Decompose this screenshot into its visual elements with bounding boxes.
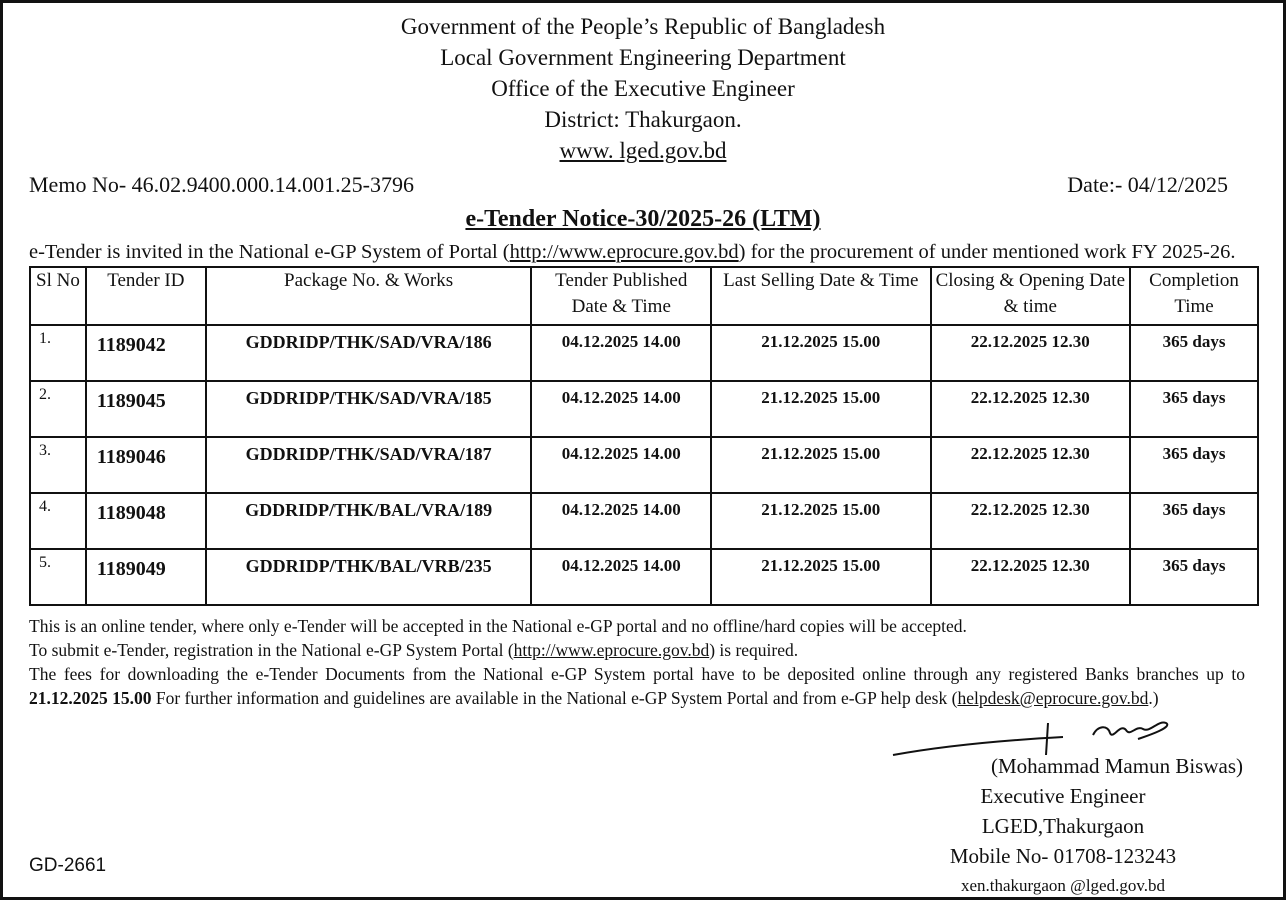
cell-last-selling: 21.12.2025 15.00: [711, 437, 930, 493]
cell-tender-id: 1189045: [86, 381, 206, 437]
intro-text-end: ) for the procurement of under mentioned work FY 2025-26.: [738, 241, 1236, 263]
helpdesk-email-link[interactable]: helpdesk@eprocure.gov.bd: [957, 688, 1149, 708]
registration-portal-link[interactable]: http://www.eprocure.gov.bd: [513, 640, 710, 660]
cell-package: GDDRIDP/THK/SAD/VRA/186: [206, 325, 532, 381]
cell-tender-id: 1189042: [86, 325, 206, 381]
signatory-title: Executive Engineer: [980, 784, 1146, 808]
note-fees-text: The fees for downloading the e-Tender Documents from the National e-GP System portal have to be deposited online through any registered Banks branches up to: [29, 664, 1245, 684]
cell-completion: 365 days: [1130, 325, 1258, 381]
cell-sl: 2.: [30, 381, 86, 437]
office-name: Office of the Executive Engineer: [491, 76, 795, 101]
signatory-name: (Mohammad Mamun Biswas): [991, 754, 1243, 778]
cell-sl: 4.: [30, 493, 86, 549]
note-fees-end: .): [1148, 688, 1159, 708]
cell-sl: 3.: [30, 437, 86, 493]
cell-closing: 22.12.2025 12.30: [931, 549, 1131, 605]
cell-completion: 365 days: [1130, 549, 1258, 605]
notes-section: [29, 614, 1245, 710]
signatory-mobile: Mobile No- 01708-123243: [949, 844, 1177, 868]
note-fees-more: For further information and guidelines are available in the National e-GP System Portal and from e-GP help desk (: [151, 688, 958, 708]
header-closing: Closing & Opening Date & time: [931, 267, 1131, 325]
signature-block: [863, 715, 1263, 900]
cell-completion: 365 days: [1130, 493, 1258, 549]
note-fees: [29, 662, 1245, 710]
cell-closing: 22.12.2025 12.30: [931, 493, 1131, 549]
header-package: Package No. & Works: [206, 267, 532, 325]
header-sl: Sl No: [30, 267, 86, 325]
memo-row: [3, 170, 1283, 200]
district-name: District: Thakurgaon.: [544, 107, 742, 132]
cell-completion: 365 days: [1130, 381, 1258, 437]
eprocure-link[interactable]: http://www.eprocure.gov.bd: [509, 241, 739, 263]
fees-deadline: 21.12.2025 15.00: [29, 688, 152, 708]
memo-date: Date:- 04/12/2025: [1067, 172, 1228, 197]
cell-last-selling: 21.12.2025 15.00: [711, 325, 930, 381]
cell-package: GDDRIDP/THK/BAL/VRB/235: [206, 549, 532, 605]
table-row: [30, 549, 1258, 605]
note-registration-end: ) is required.: [709, 640, 799, 660]
cell-closing: 22.12.2025 12.30: [931, 325, 1131, 381]
cell-tender-id: 1189046: [86, 437, 206, 493]
header-published: Tender Published Date & Time: [531, 267, 711, 325]
note-online-only: This is an online tender, where only e-Tender will be accepted in the National e-GP portal and no offline/hard copies will be accepted.: [29, 616, 967, 636]
cell-published: 04.12.2025 14.00: [531, 437, 711, 493]
cell-published: 04.12.2025 14.00: [531, 549, 711, 605]
note-registration-text: To submit e-Tender, registration in the National e-GP System Portal (: [29, 640, 514, 660]
department-name: Local Government Engineering Department: [440, 45, 846, 70]
cell-package: GDDRIDP/THK/SAD/VRA/187: [206, 437, 532, 493]
note-registration: [29, 638, 1245, 662]
signatory-email: xen.thakurgaon @lged.gov.bd: [960, 876, 1166, 895]
table-row: [30, 325, 1258, 381]
cell-published: 04.12.2025 14.00: [531, 325, 711, 381]
table-row: [30, 437, 1258, 493]
cell-tender-id: 1189048: [86, 493, 206, 549]
memo-number: Memo No- 46.02.9400.000.14.001.25-3796: [29, 172, 414, 197]
cell-published: 04.12.2025 14.00: [531, 493, 711, 549]
cell-last-selling: 21.12.2025 15.00: [711, 549, 930, 605]
cell-closing: 22.12.2025 12.30: [931, 381, 1131, 437]
government-name: Government of the People’s Republic of Bangladesh: [400, 14, 886, 39]
table-row: [30, 381, 1258, 437]
notice-title: e-Tender Notice-30/2025-26 (LTM): [465, 206, 821, 232]
cell-last-selling: 21.12.2025 15.00: [711, 493, 930, 549]
cell-package: GDDRIDP/THK/BAL/VRA/189: [206, 493, 532, 549]
intro-paragraph: [29, 240, 1245, 264]
cell-tender-id: 1189049: [86, 549, 206, 605]
cell-sl: 1.: [30, 325, 86, 381]
cell-package: GDDRIDP/THK/SAD/VRA/185: [206, 381, 532, 437]
website-link[interactable]: www. lged.gov.bd: [559, 138, 727, 163]
signatory-office: LGED,Thakurgaon: [981, 814, 1145, 838]
cell-sl: 5.: [30, 549, 86, 605]
header-last-selling: Last Selling Date & Time: [711, 267, 930, 325]
cell-last-selling: 21.12.2025 15.00: [711, 381, 930, 437]
header-completion: Completion Time: [1130, 267, 1258, 325]
letterhead: [3, 11, 1283, 166]
cell-closing: 22.12.2025 12.30: [931, 437, 1131, 493]
footer-code: GD-2661: [29, 855, 107, 876]
cell-completion: 365 days: [1130, 437, 1258, 493]
table-header-row: [30, 267, 1258, 325]
header-tender-id: Tender ID: [86, 267, 206, 325]
tender-table: [29, 266, 1259, 606]
table-row: [30, 493, 1258, 549]
intro-text-start: e-Tender is invited in the National e-GP System of Portal (: [29, 241, 510, 263]
cell-published: 04.12.2025 14.00: [531, 381, 711, 437]
